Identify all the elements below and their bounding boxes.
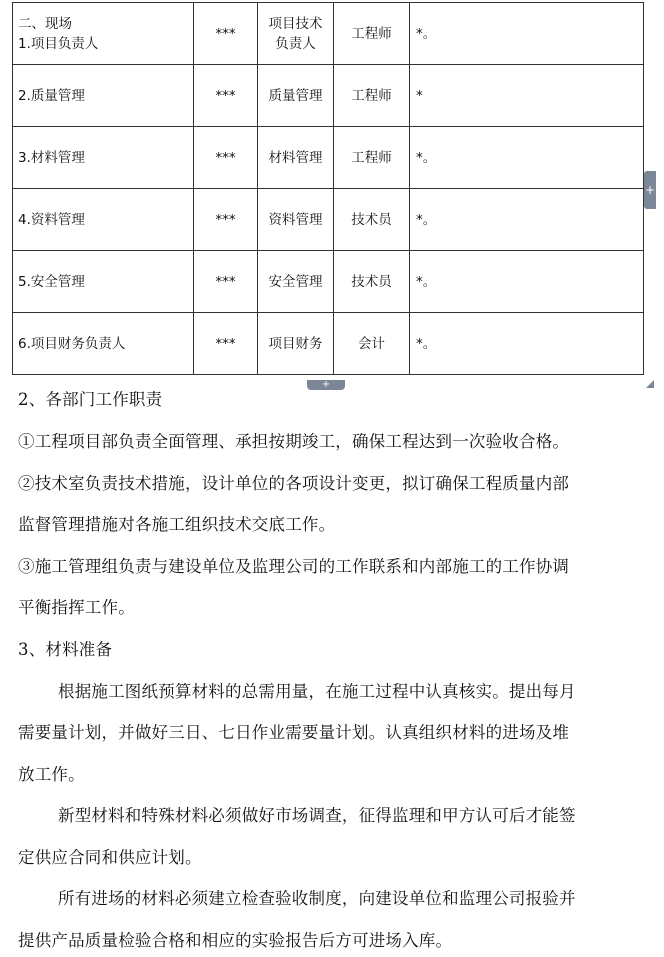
name-cell: ***: [194, 251, 258, 313]
name-cell: ***: [194, 127, 258, 189]
position-label: 项目技术: [268, 15, 323, 32]
heading-material-prep: 3、材料准备: [18, 640, 113, 659]
role-cell: [13, 251, 194, 313]
paragraph-line: 需要量计划，并做好三日、七日作业需要量计划。认真组织材料的进场及堆: [18, 723, 570, 742]
table-add-row-handle[interactable]: +: [307, 380, 345, 390]
title-cell: 工程师: [334, 127, 410, 189]
position-label: 安全管理: [268, 273, 323, 290]
paragraph-line: 新型材料和特殊材料必须做好市场调查，征得监理和甲方认可后才能签: [58, 806, 576, 825]
table-row: [13, 65, 644, 127]
paragraph-line: 所有进场的材料必须建立检查验收制度，向建设单位和监理公司报验并: [58, 889, 576, 908]
paragraph-line: ②技术室负责技术措施，设计单位的各项设计变更，拟订确保工程质量内部: [18, 474, 570, 493]
table-row: [13, 127, 644, 189]
role-cell: [13, 189, 194, 251]
position-label: 质量管理: [268, 87, 323, 104]
title-cell: 工程师: [334, 65, 410, 127]
role-cell: [13, 3, 194, 65]
role-label: 6.项目财务负责人: [18, 335, 126, 352]
paragraph-line: 提供产品质量检验合格和相应的实验报告后方可进场入库。: [18, 931, 453, 950]
table-resize-handle[interactable]: [646, 380, 654, 388]
title-cell: 技术员: [334, 189, 410, 251]
title-cell: 会计: [334, 313, 410, 375]
paragraph-line: 根据施工图纸预算材料的总需用量，在施工过程中认真核实。提出每月: [58, 682, 576, 701]
position-cell: [258, 313, 334, 375]
paragraph-line: 定供应合同和供应计划。: [18, 848, 202, 867]
paragraph-line: ③施工管理组负责与建设单位及监理公司的工作联系和内部施工的工作协调: [18, 557, 570, 576]
paragraph-line: ①工程项目部负责全面管理、承担按期竣工，确保工程达到一次验收合格。: [18, 432, 570, 451]
paragraph-line: 放工作。: [18, 765, 85, 784]
position-cell: [258, 251, 334, 313]
role-label: 3.材料管理: [18, 149, 85, 166]
role-label: 5.安全管理: [18, 273, 85, 290]
name-cell: ***: [194, 3, 258, 65]
table-add-column-handle[interactable]: +: [644, 171, 656, 209]
staff-table: [12, 2, 644, 375]
role-cell: [13, 65, 194, 127]
section-label: 二、现场: [18, 15, 72, 32]
certificate-cell: *: [410, 65, 644, 127]
certificate-cell: *。: [410, 251, 644, 313]
role-cell: [13, 127, 194, 189]
name-cell: ***: [194, 65, 258, 127]
title-cell: 工程师: [334, 3, 410, 65]
paragraph-line: 监督管理措施对各施工组织技术交底工作。: [18, 515, 336, 534]
title-cell: 技术员: [334, 251, 410, 313]
role-label: 2.质量管理: [18, 87, 85, 104]
position-label-cont: 负责人: [275, 35, 316, 52]
position-label: 材料管理: [268, 149, 323, 166]
certificate-cell: *。: [410, 189, 644, 251]
certificate-cell: *。: [410, 3, 644, 65]
role-label: 4.资料管理: [18, 211, 85, 228]
heading-dept-duties: 2、各部门工作职责: [18, 390, 163, 409]
role-label: 1.项目负责人: [18, 35, 99, 52]
certificate-cell: *。: [410, 127, 644, 189]
table-row: [13, 3, 644, 65]
position-cell: [258, 189, 334, 251]
position-cell: [258, 3, 334, 65]
certificate-cell: *。: [410, 313, 644, 375]
position-cell: [258, 127, 334, 189]
table-row: [13, 189, 644, 251]
position-label: 资料管理: [268, 211, 323, 228]
position-cell: [258, 65, 334, 127]
role-cell: [13, 313, 194, 375]
name-cell: ***: [194, 189, 258, 251]
paragraph-line: 平衡指挥工作。: [18, 598, 135, 617]
position-label: 项目财务: [268, 335, 323, 352]
table-row: [13, 313, 644, 375]
name-cell: ***: [194, 313, 258, 375]
table-row: [13, 251, 644, 313]
